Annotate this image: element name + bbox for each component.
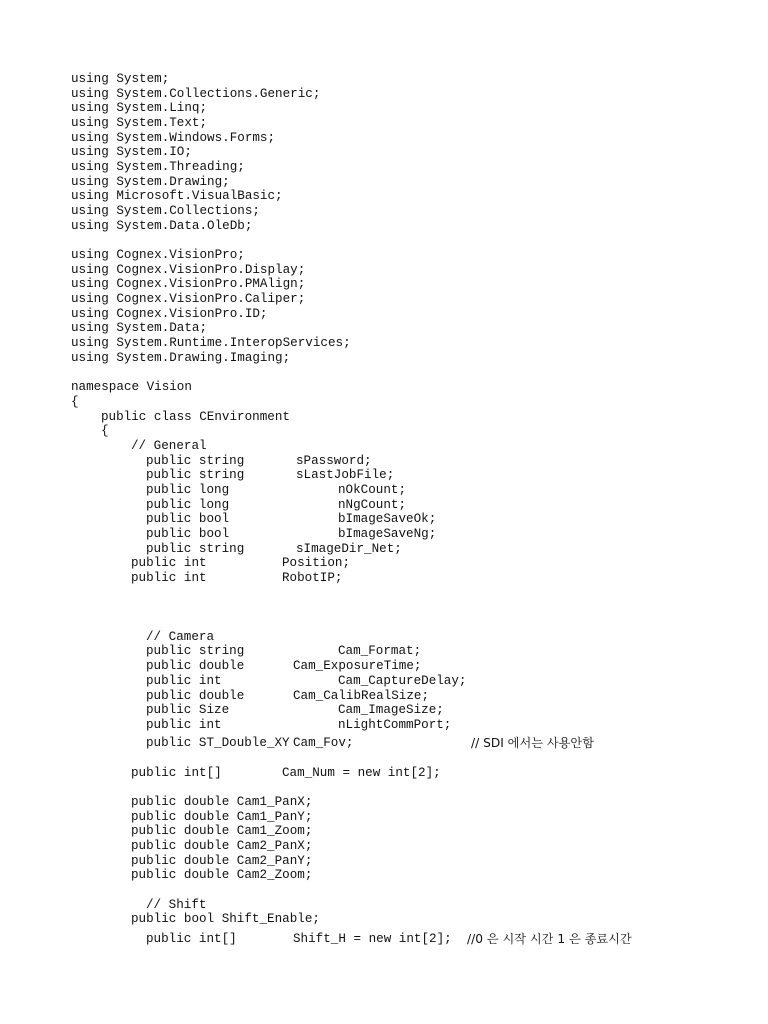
- using-text: using Microsoft.VisualBasic;: [71, 189, 283, 203]
- field-name: Cam_Fov;: [293, 736, 354, 750]
- using-text: using System.Linq;: [71, 101, 208, 115]
- field-text: public bool Shift_Enable;: [131, 912, 320, 926]
- field-type: public double: [146, 659, 245, 673]
- field-line: [0, 527, 768, 542]
- class-declaration: [0, 410, 768, 425]
- comment-text: // Camera: [146, 630, 215, 644]
- field-line: [0, 932, 768, 947]
- comment-text: // Shift: [146, 898, 207, 912]
- field-line: [0, 674, 768, 689]
- using-line: [0, 219, 768, 234]
- field-text: public double Cam1_PanX;: [131, 795, 313, 809]
- field-line: [0, 454, 768, 469]
- field-text: public double Cam2_Zoom;: [131, 868, 313, 882]
- field-name: Cam_Num = new int[2];: [282, 766, 441, 780]
- field-name: Shift_H = new int[2];: [293, 932, 452, 946]
- field-type: public string: [146, 644, 245, 658]
- field-type: public int: [146, 718, 222, 732]
- field-type: public bool: [146, 512, 230, 526]
- field-type: public int: [131, 556, 207, 570]
- field-line: [0, 703, 768, 718]
- field-line: [0, 766, 768, 781]
- using-text: using System.Threading;: [71, 160, 245, 174]
- field-type: public string: [146, 454, 245, 468]
- using-line: [0, 160, 768, 175]
- field-line: [0, 839, 768, 854]
- field-name: sPassword;: [296, 454, 372, 468]
- field-line: [0, 795, 768, 810]
- field-line: [0, 644, 768, 659]
- field-name: bImageSaveNg;: [338, 527, 437, 541]
- field-line: [0, 736, 768, 751]
- camera-comment: [0, 630, 768, 645]
- field-line: [0, 912, 768, 927]
- using-line: [0, 145, 768, 160]
- namespace-declaration: [0, 380, 768, 395]
- namespace-open-brace: [0, 395, 768, 410]
- using-line: [0, 263, 768, 278]
- field-line: [0, 824, 768, 839]
- field-name: Cam_ExposureTime;: [293, 659, 422, 673]
- field-line: [0, 512, 768, 527]
- field-text: public double Cam2_PanY;: [131, 854, 313, 868]
- field-line: [0, 689, 768, 704]
- using-text: using System.Collections;: [71, 204, 260, 218]
- field-type: public int[]: [131, 766, 222, 780]
- field-line: [0, 542, 768, 557]
- field-name: sLastJobFile;: [296, 468, 395, 482]
- using-text: using System.Collections.Generic;: [71, 87, 321, 101]
- field-line: [0, 810, 768, 825]
- field-name: nNgCount;: [338, 498, 407, 512]
- using-text: using System.Drawing;: [71, 175, 230, 189]
- field-name: bImageSaveOk;: [338, 512, 437, 526]
- brace-text: {: [101, 424, 109, 438]
- using-line: [0, 131, 768, 146]
- field-type: public double: [146, 689, 245, 703]
- using-line: [0, 101, 768, 116]
- inline-comment: // SDI 에서는 사용안함: [471, 736, 594, 750]
- field-type: public ST_Double_XY: [146, 736, 290, 750]
- using-line: [0, 336, 768, 351]
- comment-text: // General: [131, 439, 207, 453]
- using-text: using System.Windows.Forms;: [71, 131, 276, 145]
- brace-text: {: [71, 395, 79, 409]
- field-type: public int[]: [146, 932, 237, 946]
- field-name: Cam_CaptureDelay;: [338, 674, 467, 688]
- field-type: public string: [146, 468, 245, 482]
- using-text: using Cognex.VisionPro.Caliper;: [71, 292, 306, 306]
- general-comment: [0, 439, 768, 454]
- field-type: public int: [146, 674, 222, 688]
- field-type: public long: [146, 498, 230, 512]
- field-type: public bool: [146, 527, 230, 541]
- using-text: using Cognex.VisionPro;: [71, 248, 245, 262]
- using-text: using System.Data.OleDb;: [71, 219, 253, 233]
- using-text: using System;: [71, 72, 170, 86]
- using-line: [0, 116, 768, 131]
- field-name: RobotIP;: [282, 571, 343, 585]
- field-text: public double Cam1_Zoom;: [131, 824, 313, 838]
- field-name: nOkCount;: [338, 483, 407, 497]
- using-text: using System.Runtime.InteropServices;: [71, 336, 351, 350]
- field-text: public double Cam1_PanY;: [131, 810, 313, 824]
- inline-comment: //0 은 시작 시간 1 은 종료시간: [467, 932, 632, 946]
- using-line: [0, 248, 768, 263]
- using-text: using Cognex.VisionPro.Display;: [71, 263, 306, 277]
- field-text: public double Cam2_PanX;: [131, 839, 313, 853]
- field-type: public int: [131, 571, 207, 585]
- using-line: [0, 87, 768, 102]
- using-line: [0, 189, 768, 204]
- field-name: Cam_Format;: [338, 644, 422, 658]
- field-line: [0, 483, 768, 498]
- using-text: using System.Data;: [71, 321, 208, 335]
- using-line: [0, 351, 768, 366]
- field-line: [0, 468, 768, 483]
- using-line: [0, 307, 768, 322]
- field-name: Cam_ImageSize;: [338, 703, 444, 717]
- using-text: using System.IO;: [71, 145, 192, 159]
- using-line: [0, 277, 768, 292]
- using-line: [0, 204, 768, 219]
- using-text: using System.Text;: [71, 116, 208, 130]
- field-type: public long: [146, 483, 230, 497]
- field-line: [0, 718, 768, 733]
- field-type: public Size: [146, 703, 230, 717]
- field-line: [0, 556, 768, 571]
- field-name: nLightCommPort;: [338, 718, 452, 732]
- using-text: using Cognex.VisionPro.ID;: [71, 307, 268, 321]
- class-text: public class CEnvironment: [101, 410, 290, 424]
- using-text: using System.Drawing.Imaging;: [71, 351, 291, 365]
- shift-comment: [0, 898, 768, 913]
- field-line: [0, 498, 768, 513]
- class-open-brace: [0, 424, 768, 439]
- using-text: using Cognex.VisionPro.PMAlign;: [71, 277, 306, 291]
- using-line: [0, 292, 768, 307]
- using-line: [0, 72, 768, 87]
- using-line: [0, 175, 768, 190]
- using-line: [0, 321, 768, 336]
- field-line: [0, 659, 768, 674]
- namespace-text: namespace Vision: [71, 380, 192, 394]
- field-name: Cam_CalibRealSize;: [293, 689, 430, 703]
- field-line: [0, 854, 768, 869]
- field-line: [0, 868, 768, 883]
- field-name: Position;: [282, 556, 351, 570]
- field-type: public string: [146, 542, 245, 556]
- field-line: [0, 571, 768, 586]
- field-name: sImageDir_Net;: [296, 542, 402, 556]
